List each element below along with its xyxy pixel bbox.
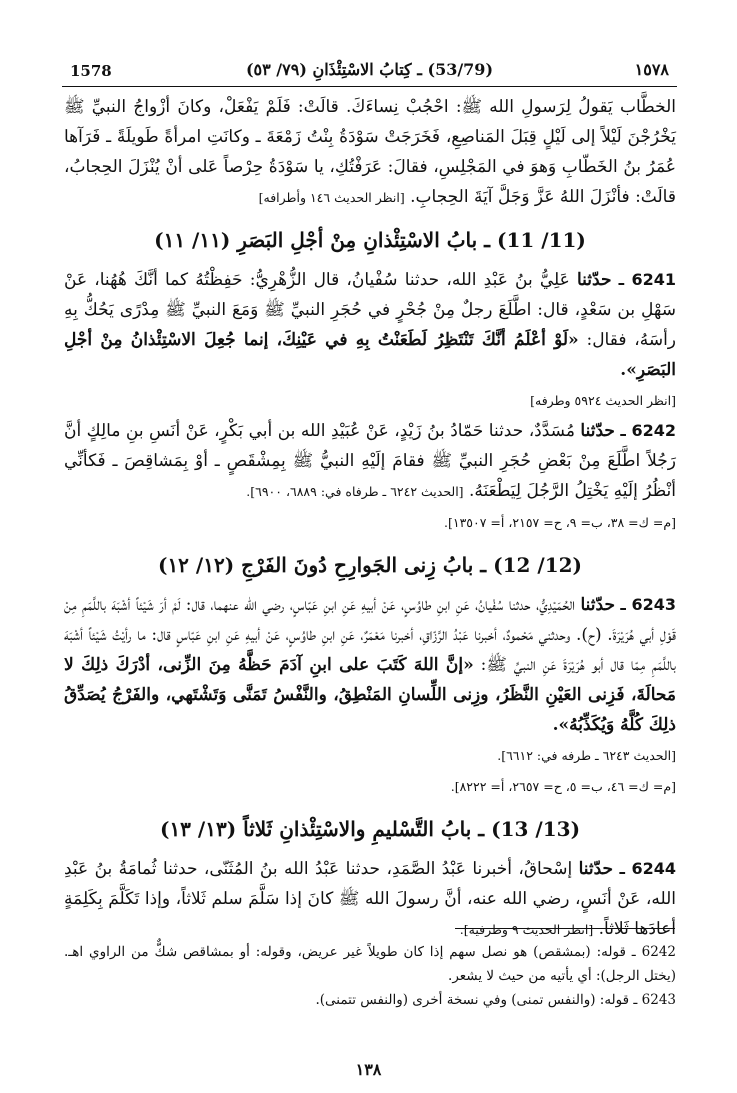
chapter-title: (11/ 11) ـ بابُ الاسْتِئْذانِ مِنْ أجْلِ البَصَرِ (١١/ ١١) <box>154 228 586 252</box>
footnotes <box>64 940 676 1012</box>
hadith-ref-muslim: [م= ك= ٤٦، ب= ٥، ح= ٢٦٥٧، أ= ٨٢٢٢]. <box>450 779 676 794</box>
hadith-text: عَلِيُّ بنُ عَبْدِ الله، حدثنا سُفْيانُ، قال الزُّهْرِيُّ: حَفِظْتُهُ كما أنَّكَ هُهُنا، عَنْ سَهْلِ بن سَعْدٍ، قال: اطَّلَعَ رجلٌ مِنْ جُحْرٍ في حُجَرِ النبيِّ ﷺ وَمَعَ النبيِّ ﷺ مِدْرًى يَحُكُّ بِهِ رأسَهُ، فقال: <box>64 270 677 350</box>
hadith-ref: [انظر الحديث ٩ وطرفيه]. <box>459 922 594 937</box>
hadith-quote: «لَوْ أعْلَمُ أنَّكَ تَنْتَظِرُ لَطَعَنْتُ بِهِ في عَيْنِكَ، إنما جُعِلَ الاسْتِئْذانُ مِنْ أجْلِ البَصَرِ». <box>64 330 676 380</box>
hadith-text: مُسَدَّدٌ، حدثنا حَمّادُ بنُ زَيْدٍ، عَنْ عُبَيْدِ الله بن أبي بَكْرٍ، عَنْ أنَسِ بنِ مالِكٍ أنَّ رَجُلاً اطَّلَعَ مِنْ بَعْضِ حُجَرِ النبيِّ ﷺ فقامَ إلَيْهِ النبيُّ ﷺ بِمِشْقَصٍ ـ أوْ بِمَشاقِصَ ـ فَكأنِّي أنْظُرُ إلَيْهِ يَخْتِلُ الرَّجُلَ لِيَطْعَنَهُ. <box>64 421 676 501</box>
footer-page-number: ١٣٨ <box>355 1060 382 1079</box>
footnote-6242: 6242 ـ قوله: (بمشقص) هو نصل سهم إذا كان طويلاً غير عريض، وقوله: أو بمشاقص شكٌّ من الراوي اهـ. (يختل الرجل): أي يأتيه من حيث لا يشعر. <box>64 944 676 984</box>
running-header <box>62 60 677 87</box>
footnote-divider <box>455 928 675 929</box>
footnote-6243: 6243 ـ قوله: (والنفس تمنى) وفي نسخة أخرى (والنفس تتمنى). <box>315 992 676 1008</box>
hadith-number: 6242 ـ <box>620 421 677 440</box>
intro-ref: [انظر الحديث ١٤٦ وأطرافه] <box>258 190 405 205</box>
hadith-opener: حدّثنا <box>580 595 615 615</box>
hadith-ref: [الحديث ٦٢٤٢ ـ طرفاه في: ٦٨٨٩، ٦٩٠٠]. <box>246 484 464 499</box>
main-text <box>64 92 676 945</box>
hadith-ref-muslim: [م= ك= ٣٨، ب= ٩، ح= ٢١٥٧، أ= ١٣٥٠٧]. <box>444 515 676 530</box>
hadith-6242 <box>64 416 676 538</box>
hadith-text: إسْحاقُ، أخبرنا عَبْدُ الصَّمَدِ، حدثنا عَبْدُ الله بنُ المُثَنّى، حدثنا ثُمامَةُ بنُ عَبْدِ الله، عَنْ أنَسٍ، رضي الله عنه، أنَّ رسولَ الله ﷺ كانَ إذا سَلَّمَ سلم ثَلاثاً، وإذا تَكَلَّمَ بِكَلِمَةٍ أعادَها ثَلاثاً. <box>64 859 676 939</box>
hadith-ref: [الحديث ٦٢٤٣ ـ طرفه في: ٦٦١٢]. <box>497 748 676 763</box>
hadith-ref: [انظر الحديث ٥٩٢٤ وطرفه] <box>530 393 676 408</box>
hadith-quote: «إنَّ اللهَ كَتَبَ على ابنِ آدَمَ حَظَّهُ مِنَ الزِّنى، أدْرَكَ ذلِكَ لا مَحالَةَ، فَزِنى العَيْنِ النَّظَرُ، وزِنى اللِّسانِ المَنْطِقُ، والنَّفْسُ تَمَنَّى وَتَشْتَهي، والفَرْجُ يُصَدِّقُ ذلِكَ كُلَّهُ وَيُكَذِّبُهُ». <box>64 655 676 735</box>
hadith-6244 <box>64 854 676 945</box>
hadith-text: الحُمَيْدِيُّ، حدثنا سُفْيانُ، عَنِ ابنِ طاوُسٍ، عَنْ أبيهِ عَنِ ابنِ عَبّاسٍ، رضي الله عنهما، قال: لَمْ أرَ شَيْئاً أشْبَهَ باللَّمَمِ مِنْ قَوْلِ أبي هُرَيْرَةَ. (ح). وحدثني مَحْمودٌ، أخبرنا عَبْدُ الرَّزّاقِ، أخبرنا مَعْمَرٌ، عَنِ ابنِ طاوُسٍ، عَنْ أبيهِ عَنِ ابنِ عَبّاسٍ قال: ما رأيْتُ شَيْئاً أشْبَهَ باللَّمَمِ مِمّا قال أبو هُرَيْرَةَ عَنِ النبيِّ ﷺ: <box>64 595 676 675</box>
hadith-opener: حدّثنا <box>580 421 615 441</box>
hadith-opener: حدّثنا <box>577 270 612 290</box>
page-number-latin: 1578 <box>70 62 112 80</box>
hadith-number: 6241 ـ <box>618 270 677 289</box>
hadith-number: 6243 ـ <box>620 595 677 614</box>
intro-paragraph <box>64 92 676 213</box>
hadith-number: 6244 ـ <box>619 859 677 878</box>
hadith-6241 <box>64 265 676 416</box>
hadith-6243 <box>64 590 676 802</box>
hadith-opener: حدّثنا <box>578 859 614 879</box>
page-number-arabic: ١٥٧٨ <box>634 60 669 79</box>
running-title: (53/79) ـ كِتابُ الاسْتِئْذَانِ (٧٩/ ٥٣) <box>245 60 494 79</box>
intro-text: الخطَّاب يَقولُ لِرَسولِ الله ﷺ: احْجُبْ نِساءَكَ. قالَتْ: فَلَمْ يَفْعَلْ، وكانَ أزْواجُ النبيِّ ﷺ يَخْرُجْنَ لَيْلاً إلى لَيْلٍ قِبَلَ المَناصِعِ، فَخَرَجَتْ سَوْدَةُ بِنْتُ زَمْعَةَ ـ وكانَتِ امرأةً طَويلَةً ـ فَرَآها عُمَرُ بنُ الخَطّابِ وَهوَ في المَجْلِسِ، فقالَ: عَرَفْتُكِ، يا سَوْدَةُ حِرْصاً عَلى أنْ يُنْزَلَ الحِجابُ، قالَتْ: فأنْزَلَ اللهُ عَزَّ وَجَلَّ آيَةَ الحِجابِ. <box>64 97 676 207</box>
chapter-title: (12/ 12) ـ بابُ زِنى الجَوارِحِ دُونَ الفَرْجِ (١٢/ ١٢) <box>157 553 583 577</box>
chapter-title: (13/ 13) ـ بابُ التَّسْليمِ والاسْتِئْذانِ ثَلاثاً (١٣/ ١٣) <box>159 817 581 841</box>
